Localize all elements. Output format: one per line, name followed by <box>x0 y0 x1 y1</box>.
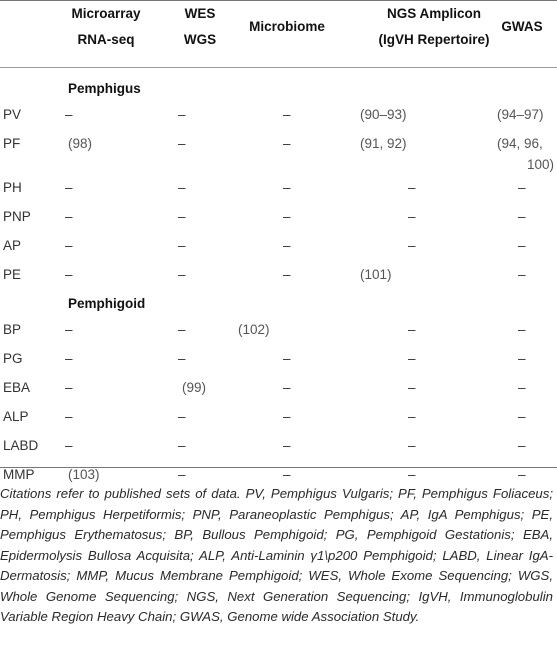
empty-cell: – <box>408 238 416 253</box>
table-rule <box>0 0 557 1</box>
empty-cell: – <box>518 380 526 395</box>
citation-cell: (102) <box>238 322 270 337</box>
column-header: RNA-seq <box>77 32 135 47</box>
empty-cell: – <box>283 267 291 282</box>
empty-cell: – <box>178 467 186 482</box>
row-label: LABD <box>3 438 39 453</box>
table-footnote: Citations refer to published sets of data. PV, Pemphigus Vulgaris; PF, Pemphigus Foliaceus; PH, Pemphigus Herpetiformis; PNP, Paraneoplastic Pemphigus; AP, IgA Pemphigus; PE, Pemphigus Erythematosus; BP, Bullous Pemphigoid; PG, Pemphigoid Gestationis; EBA, Epidermolysis Bullosa Acquisita; ALP, Anti-Laminin γ1\p200 Pemphigoid; LABD, Linear IgA-Dermatosis; MMP, Mucus Membrane Pemphigoid; WES, Whole Exome Sequencing; WGS, Whole Genome Sequencing; NGS, Next Generation Sequencing; IgVH, Immunoglobulin Variable Region Heavy Chain; GWAS, Genome wide Association Study. <box>0 486 553 624</box>
empty-cell: – <box>178 351 186 366</box>
empty-cell: – <box>283 467 291 482</box>
empty-cell: – <box>283 409 291 424</box>
empty-cell: – <box>408 209 416 224</box>
empty-cell: – <box>408 351 416 366</box>
row-label: PE <box>3 267 22 282</box>
empty-cell: – <box>518 351 526 366</box>
row-label: PF <box>3 136 21 151</box>
empty-cell: – <box>283 180 291 195</box>
column-header: NGS Amplicon <box>386 6 481 21</box>
citation-cell: (101) <box>360 267 392 282</box>
empty-cell: – <box>518 409 526 424</box>
empty-cell: – <box>178 136 186 151</box>
empty-cell: – <box>178 180 186 195</box>
row-label: EBA <box>3 380 31 395</box>
empty-cell: – <box>518 322 526 337</box>
column-header: Microarray <box>71 6 141 21</box>
empty-cell: – <box>283 438 291 453</box>
row-label: PNP <box>3 209 31 224</box>
column-header: Microbiome <box>249 19 325 34</box>
empty-cell: – <box>65 180 73 195</box>
empty-cell: – <box>408 322 416 337</box>
column-header: GWAS <box>501 19 543 34</box>
citation-cell: (94–97) <box>497 107 544 122</box>
citation-cell: (98) <box>68 136 93 151</box>
row-label: ALP <box>3 409 29 424</box>
column-header: WES <box>184 6 216 21</box>
citation-cell: (91, 92) <box>360 136 407 151</box>
empty-cell: – <box>65 380 73 395</box>
empty-cell: – <box>408 180 416 195</box>
empty-cell: – <box>178 267 186 282</box>
citation-cell: 100) <box>527 157 555 172</box>
row-label: BP <box>3 322 22 337</box>
citation-cell: (103) <box>68 467 100 482</box>
empty-cell: – <box>65 351 73 366</box>
empty-cell: – <box>178 209 186 224</box>
empty-cell: – <box>518 238 526 253</box>
empty-cell: – <box>65 238 73 253</box>
empty-cell: – <box>408 409 416 424</box>
empty-cell: – <box>283 380 291 395</box>
empty-cell: – <box>518 267 526 282</box>
section-title: Pemphigoid <box>68 296 146 311</box>
empty-cell: – <box>65 209 73 224</box>
citation-cell: (90–93) <box>360 107 407 122</box>
empty-cell: – <box>518 209 526 224</box>
empty-cell: – <box>65 438 73 453</box>
empty-cell: – <box>178 322 186 337</box>
citation-cell: (99) <box>182 380 207 395</box>
empty-cell: – <box>283 238 291 253</box>
row-label: PH <box>3 180 22 195</box>
empty-cell: – <box>178 409 186 424</box>
empty-cell: – <box>518 438 526 453</box>
section-title: Pemphigus <box>68 81 141 96</box>
empty-cell: – <box>283 209 291 224</box>
empty-cell: – <box>65 267 73 282</box>
empty-cell: – <box>518 467 526 482</box>
empty-cell: – <box>283 351 291 366</box>
empty-cell: – <box>65 107 73 122</box>
table-rule <box>0 467 557 468</box>
empty-cell: – <box>408 467 416 482</box>
row-label: PV <box>3 107 22 122</box>
empty-cell: – <box>178 107 186 122</box>
empty-cell: – <box>283 107 291 122</box>
column-header: WGS <box>183 32 217 47</box>
empty-cell: – <box>518 180 526 195</box>
empty-cell: – <box>178 238 186 253</box>
empty-cell: – <box>65 322 73 337</box>
empty-cell: – <box>283 136 291 151</box>
row-label: AP <box>3 238 22 253</box>
column-header: (IgVH Repertoire) <box>378 32 490 47</box>
empty-cell: – <box>65 409 73 424</box>
row-label: MMP <box>3 467 35 482</box>
empty-cell: – <box>408 380 416 395</box>
empty-cell: – <box>408 438 416 453</box>
citation-cell: (94, 96, <box>497 136 543 151</box>
row-label: PG <box>3 351 23 366</box>
table-rule <box>0 67 557 68</box>
empty-cell: – <box>178 438 186 453</box>
